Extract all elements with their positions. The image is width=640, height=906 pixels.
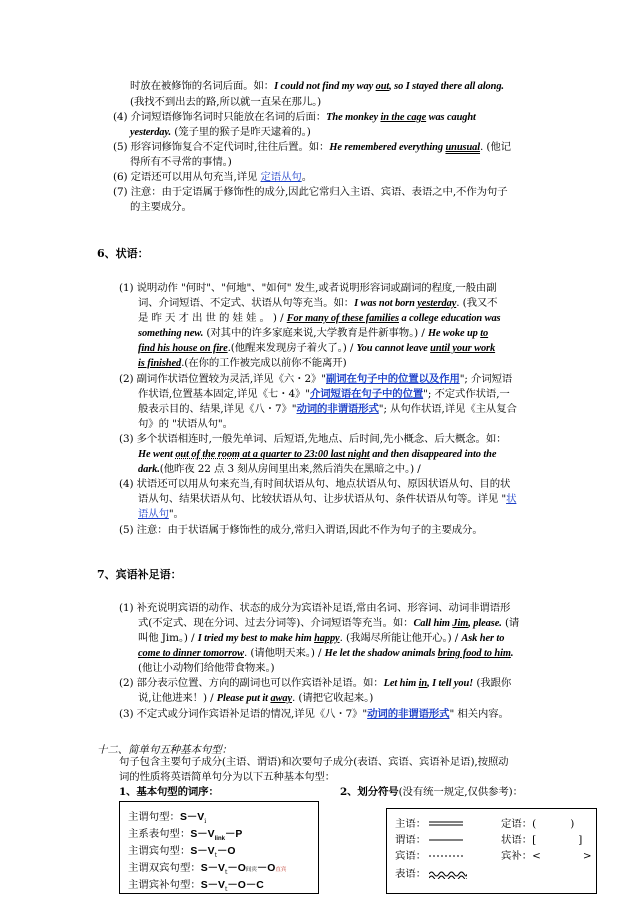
example-underlined: last night [328, 449, 370, 460]
adv-p1-line5 [138, 342, 495, 355]
text: 作状语,位置基本固定,详见《七・4》" [138, 388, 310, 400]
example-en: Call him [413, 618, 453, 629]
symbol-label: 宾补：< [501, 850, 541, 862]
adv-p3-line3 [138, 463, 421, 476]
example-en: yesterday. [130, 127, 172, 138]
double-underline-mark [429, 821, 463, 827]
pattern-label: 主谓宾句型： [128, 845, 191, 857]
pattern-order-box [119, 801, 319, 894]
text: (2) 部分表示位置、方向的副词也可以作宾语补足语。如： [119, 677, 384, 689]
single-underline-mark [429, 838, 463, 842]
intro-line-9: 的主要成分。 [130, 201, 192, 213]
comp-p1-line1: (1) 补充说明宾语的动作、状态的成分为宾语补足语,常由名词、形容词、动词非谓语形 [119, 602, 511, 614]
text: 2、划分符号 [340, 786, 399, 798]
text: (笼子里的猴子是昨天逮着的。) [171, 126, 311, 138]
adv-p4-line3 [138, 508, 184, 521]
text: 。 [301, 171, 312, 183]
example-underlined: bring food to him [437, 648, 511, 659]
text: (5) 形容词修饰复合不定代词时,往往后置。如： [113, 141, 330, 153]
pattern-note: 间宾 [245, 867, 257, 873]
text: 般表示目的、结果,详见《八・7》" [138, 403, 297, 415]
pattern-row-sv [128, 808, 206, 825]
comp-p1-line3 [138, 632, 504, 645]
text: "; 从句作状语,详见《主从复合 [378, 403, 517, 415]
intro-line-6: 得所有不寻常的事情。) [130, 156, 232, 168]
intro-line-1 [130, 80, 504, 93]
section-heading-patterns: 十二、简单句五种基本句型： [97, 744, 233, 756]
text: 叫他 Jim。) / [138, 632, 198, 644]
link-adverbial-clause[interactable]: 状 [506, 493, 517, 505]
pattern-subscript: link [214, 836, 225, 843]
example-underlined: in [418, 678, 428, 689]
example-en: a college education was [398, 313, 501, 324]
pattern-formula: －O [256, 863, 276, 874]
link-prepositional-phrase-position[interactable]: 介词短语在句子中的位置 [309, 388, 424, 400]
example-underlined: find his house on fire [138, 343, 228, 354]
symbol-label: 宾语： [395, 850, 427, 862]
pattern-formula: －O [227, 863, 246, 874]
example-underlined: yesterday [417, 298, 457, 309]
comp-p1-line5: (他让小动物们给他带食物来。) [138, 662, 275, 674]
intro-line-5 [113, 141, 511, 154]
text: . (他记 [480, 141, 511, 153]
text: (没有统一规定,仅供参考)： [398, 786, 523, 798]
patterns-intro-1: 句子包含主要句子成分(主语、谓语)和次要句子成分(表语、宾语、宾语补足语),按照动 [119, 756, 509, 768]
example-underlined: Jim [452, 618, 469, 629]
intro-line-3 [113, 111, 476, 124]
example-en: I was not born [354, 298, 418, 309]
symbol-subject [395, 815, 463, 830]
pattern-formula: S－V [190, 829, 215, 840]
pattern-row-svo [128, 842, 236, 859]
link-attributive-clause[interactable]: 定语从句 [260, 171, 302, 183]
text: 是 昨 天 才 出 世 的 娃 娃 。 ) / [138, 312, 287, 324]
section-heading-adverbial: 6、状语： [97, 247, 149, 260]
adv-p4-line2 [138, 493, 516, 506]
example-underlined: out [375, 81, 390, 92]
text: 式(不定式、现在分词、过去分词等)、介词短语等充当。如： [138, 617, 414, 629]
comp-p2-line2 [138, 692, 373, 705]
comp-p3 [119, 708, 509, 721]
symbol-predicate [395, 831, 463, 846]
symbol-label: 主语： [395, 818, 427, 830]
example-en: The monkey [326, 112, 381, 123]
adv-p2-line1 [119, 373, 512, 386]
comp-p2-line1 [119, 677, 511, 690]
example-en: He remembered everything [329, 142, 446, 153]
adv-p2-line2 [138, 388, 510, 401]
text: .(在你的工作被完成以前你不能离开) [181, 357, 347, 369]
text: .(他醒来发现房子着火了。) / [227, 342, 357, 354]
symbol-label: ) [570, 818, 575, 830]
adv-p1-line6 [138, 357, 347, 370]
pattern-formula: S－V [179, 812, 205, 823]
pattern-label: 主谓宾补句型： [128, 879, 201, 891]
text: 时放在被修饰的名词后面。如： [130, 80, 275, 92]
symbol-label: 状语：[ [501, 834, 537, 846]
pattern-subscript: t [225, 886, 228, 894]
text: . (我竭尽所能让他开心。) / [339, 632, 462, 644]
example-underlined: For many of these families [286, 313, 399, 324]
pattern-formula: －O－C [227, 880, 264, 891]
example-en: was caught [426, 112, 476, 123]
patterns-subheading-order: 1、基本句型的词序： [119, 786, 219, 798]
text: (对其中的许多家庭来说,大学教育是件新事物。) / [203, 327, 428, 339]
pattern-label: 主谓句型： [128, 811, 180, 823]
text: . (我又不 [456, 297, 498, 309]
example-underlined: is finished [138, 358, 182, 369]
text: (请 [501, 617, 520, 629]
text: "; 介词短语 [459, 373, 513, 385]
text: " 相关内容。 [449, 708, 509, 720]
text: (我跟你 [473, 677, 512, 689]
example-en: something new. [138, 328, 204, 339]
text: (3) 不定式或分词作宾语补足语的情况,详见《八・7》" [119, 708, 368, 720]
symbol-label: 谓语： [395, 834, 427, 846]
pattern-formula: －O [217, 846, 236, 857]
example-en: He woke up [427, 328, 481, 339]
example-en: and then disappeared into the [369, 449, 497, 460]
dotted-underline-mark [429, 854, 463, 858]
example-en: I could not find my way [274, 81, 376, 92]
example-en: , so I stayed there all along. [389, 81, 504, 92]
symbol-complement [501, 847, 592, 862]
text: 语从句、结果状语从句、比较状语从句、让步状语从句、条件状语从句等。详见 " [138, 493, 507, 505]
example-underlined: at a quarter to 23:00 [239, 449, 329, 460]
adv-p3-line1: (3) 多个状语相连时,一般先单词、后短语,先地点、后时间,先小概念、后大概念。如： [119, 433, 507, 445]
pattern-subscript: t [225, 869, 228, 877]
adv-p1-line3 [138, 312, 500, 325]
patterns-intro-2: 词的性质将英语简单句分为以下五种基本句型： [119, 771, 336, 783]
example-underlined: away [270, 693, 292, 704]
pattern-formula: S－V [190, 846, 215, 857]
example-en: dark. [138, 464, 160, 475]
intro-line-4 [130, 126, 311, 139]
patterns-subheading-symbols [340, 786, 523, 799]
pattern-note: 直宾 [275, 867, 287, 873]
example-en: You cannot leave [356, 343, 431, 354]
example-underlined: to [480, 328, 489, 339]
text: 说,让他进来！) / [138, 692, 217, 704]
text: . (请他明天来。) / [243, 647, 325, 659]
text: (6) 定语还可以用从句充当,详见 [113, 171, 261, 183]
link-adverbial-clause[interactable]: 语从句 [138, 508, 169, 520]
pattern-label: 主系表句型： [128, 828, 191, 840]
adv-p1-line2 [138, 297, 497, 310]
marking-symbols-box [386, 808, 597, 894]
example-en: Please put it [216, 693, 271, 704]
example-underlined: come to dinner tomorrow [138, 648, 244, 659]
example-en: I tried my best to make him [197, 633, 315, 644]
example-underlined: happy [314, 633, 340, 644]
pattern-subscript: i [204, 818, 207, 826]
adv-p1-line4 [138, 327, 488, 340]
adv-p4-line1: (4) 状语还可以用从句来充当,有时间状语从句、地点状语从句、原因状语从句、目的状 [119, 478, 511, 490]
pattern-formula: S－V [200, 863, 225, 874]
example-en: Let him [383, 678, 419, 689]
pattern-row-svoc [128, 876, 264, 893]
example-underlined: out of the room [175, 449, 240, 460]
adv-p2-line4: 句》的 "状语从句"。 [138, 418, 233, 430]
example-underlined: until your work [430, 343, 496, 354]
adv-p5: (5) 注意：由于状语属于修饰性的成分,常归入谓语,因此不作为句子的主要成分。 [119, 524, 483, 536]
link-non-finite-verbs[interactable]: 动词的非谓语形式 [367, 708, 450, 720]
text: (他昨夜 22 点 3 刻从房间里出来,然后消失在黑暗之中。) / [159, 463, 421, 475]
example-underlined: unusual [445, 142, 481, 153]
pattern-subscript: t [214, 852, 218, 860]
example-en: , please. [468, 618, 502, 629]
symbol-attributive [501, 815, 574, 830]
adv-p2-line3 [138, 403, 517, 416]
example-underlined: in the cage [380, 112, 427, 123]
symbol-label: 表语： [395, 868, 427, 880]
example-en: , I tell you! [427, 678, 474, 689]
pattern-formula: －P [224, 829, 243, 840]
text: . (请把它收起来。) [292, 692, 374, 704]
example-en: He let the shadow animals [324, 648, 438, 659]
pattern-row-svp [128, 825, 242, 842]
example-en: . [510, 648, 514, 659]
pattern-row-svoo [128, 859, 286, 876]
symbol-label: 定语：( [501, 818, 537, 830]
pattern-formula: S－V [200, 880, 225, 891]
symbol-object [395, 847, 463, 862]
text: (4) 介词短语修饰名词时只能放在名词的后面： [113, 111, 327, 123]
example-en: Ask her to [461, 633, 505, 644]
symbol-label: ] [578, 834, 583, 846]
link-adverb-position[interactable]: 副词在句子中的位置以及作用 [325, 373, 460, 385]
pattern-label: 主谓双宾句型： [128, 862, 201, 874]
adv-p3-line2 [138, 448, 496, 461]
comp-p1-line4 [138, 647, 513, 660]
text: "。 [168, 508, 184, 520]
text: (2) 副词作状语位置较为灵活,详见《六・2》" [119, 373, 326, 385]
link-non-finite-verbs[interactable]: 动词的非谓语形式 [296, 403, 379, 415]
text: "; 不定式作状语,一 [423, 388, 510, 400]
adv-p1-line1: (1) 说明动作 "何时"、"何地"、"如何" 发生,或者说明形容词或副词的程度,一般由副 [119, 282, 497, 294]
symbol-adverbial [501, 831, 582, 846]
text: 词、介词短语、不定式、状语从句等充当。如： [138, 297, 355, 309]
symbol-label: > [582, 850, 592, 862]
comp-p1-line2 [138, 617, 519, 630]
intro-line-7 [113, 171, 312, 184]
section-heading-complement: 7、宾语补足语： [97, 568, 182, 581]
intro-line-8: (7) 注意：由于定语属于修饰性的成分,因此它常归入主语、宾语、表语之中,不作为句子 [113, 186, 508, 198]
example-en: He went [138, 449, 176, 460]
intro-line-2: (我找不到出去的路,所以就一直呆在那儿。) [130, 96, 322, 108]
symbol-predicative [395, 865, 467, 880]
wavy-underline-mark [429, 869, 467, 879]
